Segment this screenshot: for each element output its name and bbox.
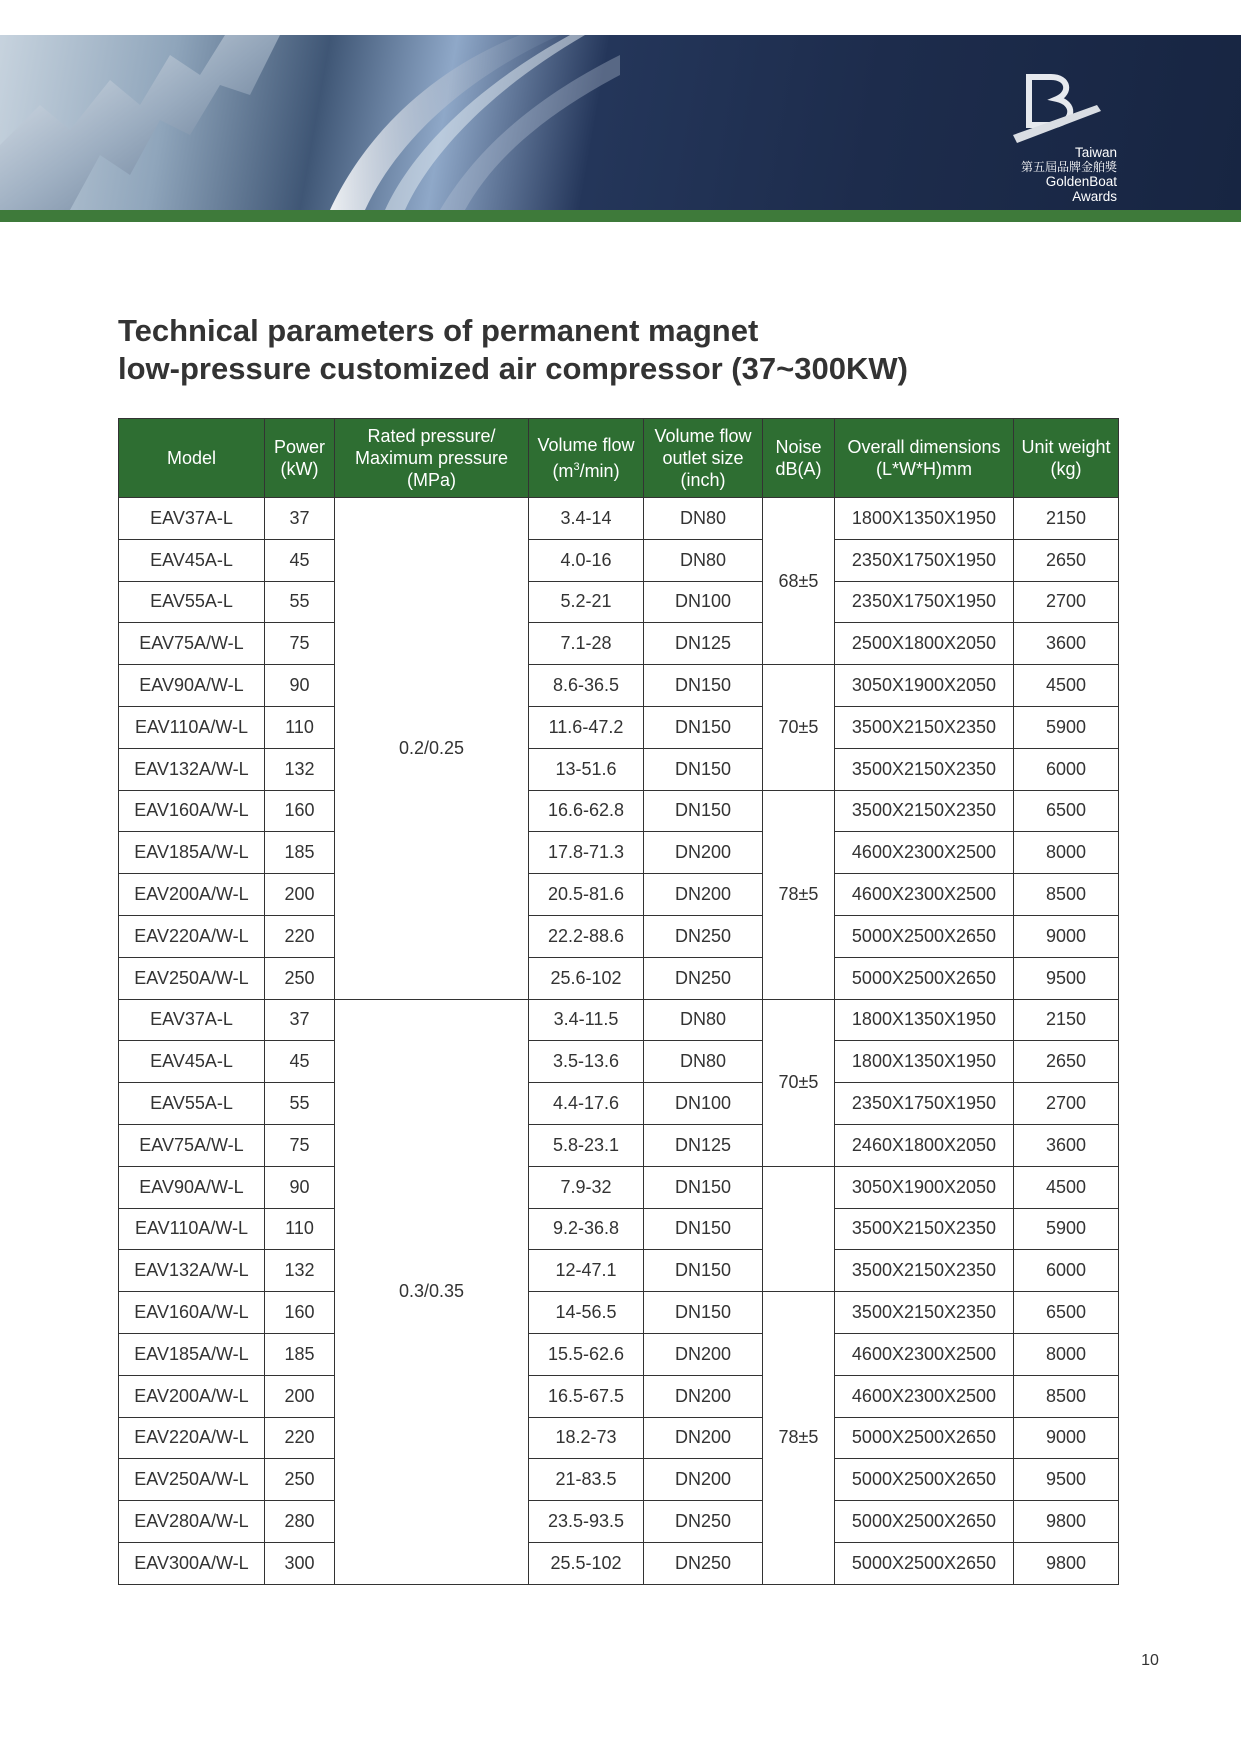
cell-volume-flow: 21-83.5 (529, 1459, 644, 1501)
cell-volume-flow: 25.6-102 (529, 957, 644, 999)
cell-volume-flow: 25.5-102 (529, 1542, 644, 1584)
goldenboat-emblem-icon (1011, 73, 1106, 148)
cell-model: EAV280A/W-L (119, 1501, 265, 1543)
cell-power: 132 (265, 748, 335, 790)
cell-model: EAV185A/W-L (119, 1333, 265, 1375)
cell-power: 280 (265, 1501, 335, 1543)
cell-model: EAV185A/W-L (119, 832, 265, 874)
cell-outlet-size: DN80 (644, 539, 763, 581)
header-power: Power (kW) (265, 419, 335, 498)
cell-power: 37 (265, 999, 335, 1041)
cell-power: 55 (265, 581, 335, 623)
cell-weight: 8500 (1014, 1375, 1119, 1417)
cell-outlet-size: DN150 (644, 790, 763, 832)
logo-text-chinese: 第五屆品牌金舶獎 (1020, 160, 1117, 174)
cell-volume-flow: 7.9-32 (529, 1166, 644, 1208)
cell-dimensions: 4600X2300X2500 (835, 832, 1014, 874)
cell-volume-flow: 22.2-88.6 (529, 915, 644, 957)
cell-noise (763, 1166, 835, 1291)
cell-noise: 78±5 (763, 790, 835, 999)
cell-outlet-size: DN80 (644, 999, 763, 1041)
cell-power: 220 (265, 915, 335, 957)
cell-outlet-size: DN125 (644, 1124, 763, 1166)
logo-text-goldenboat: GoldenBoat (1045, 174, 1117, 189)
cell-weight: 9000 (1014, 915, 1119, 957)
cell-power: 75 (265, 1124, 335, 1166)
cell-model: EAV132A/W-L (119, 748, 265, 790)
cell-weight: 4500 (1014, 1166, 1119, 1208)
table-row (119, 915, 1119, 957)
header-model: Model (119, 419, 265, 498)
cell-volume-flow: 4.0-16 (529, 539, 644, 581)
cell-volume-flow: 20.5-81.6 (529, 874, 644, 916)
cell-dimensions: 5000X2500X2650 (835, 1417, 1014, 1459)
cell-outlet-size: DN200 (644, 832, 763, 874)
cell-power: 75 (265, 623, 335, 665)
cell-weight: 4500 (1014, 665, 1119, 707)
cell-volume-flow: 16.6-62.8 (529, 790, 644, 832)
cell-power: 160 (265, 1292, 335, 1334)
cell-dimensions: 2350X1750X1950 (835, 581, 1014, 623)
cell-power: 90 (265, 665, 335, 707)
cell-model: EAV110A/W-L (119, 1208, 265, 1250)
cell-weight: 2150 (1014, 498, 1119, 540)
table-row (119, 581, 1119, 623)
cell-weight: 3600 (1014, 623, 1119, 665)
cell-weight: 6500 (1014, 790, 1119, 832)
cell-dimensions: 3050X1900X2050 (835, 665, 1014, 707)
header-weight: Unit weight (kg) (1014, 419, 1119, 498)
cell-power: 110 (265, 706, 335, 748)
cell-model: EAV250A/W-L (119, 957, 265, 999)
table-row (119, 1250, 1119, 1292)
page-number: 10 (1141, 1652, 1159, 1669)
header-volume-flow: Volume flow $(m^3/\min)$ (529, 419, 644, 498)
cell-volume-flow: 15.5-62.6 (529, 1333, 644, 1375)
header-dimensions: Overall dimensions (L*W*H)mm (835, 419, 1014, 498)
cell-dimensions: 1800X1350X1950 (835, 1041, 1014, 1083)
cell-volume-flow: 3.4-14 (529, 498, 644, 540)
spec-table (118, 418, 1119, 1585)
cell-model: EAV220A/W-L (119, 915, 265, 957)
table-row (119, 1501, 1119, 1543)
cell-weight: 9500 (1014, 957, 1119, 999)
cell-outlet-size: DN125 (644, 623, 763, 665)
table-row (119, 790, 1119, 832)
cell-volume-flow: 12-47.1 (529, 1250, 644, 1292)
cell-pressure: 0.2/0.25 (335, 498, 529, 1000)
cell-outlet-size: DN150 (644, 1208, 763, 1250)
cell-power: 300 (265, 1542, 335, 1584)
cell-volume-flow: 4.4-17.6 (529, 1083, 644, 1125)
cell-weight: 5900 (1014, 706, 1119, 748)
cell-model: EAV160A/W-L (119, 1292, 265, 1334)
table-row (119, 1375, 1119, 1417)
cell-model: EAV200A/W-L (119, 1375, 265, 1417)
cell-dimensions: 3500X2150X2350 (835, 1292, 1014, 1334)
cell-power: 45 (265, 1041, 335, 1083)
title-line-1: Technical parameters of permanent magnet (118, 313, 759, 348)
cell-dimensions: 3500X2150X2350 (835, 1208, 1014, 1250)
table-row (119, 498, 1119, 540)
cell-noise: 70±5 (763, 999, 835, 1166)
cell-dimensions: 5000X2500X2650 (835, 957, 1014, 999)
table-row (119, 1041, 1119, 1083)
cell-dimensions: 1800X1350X1950 (835, 999, 1014, 1041)
cell-weight: 9500 (1014, 1459, 1119, 1501)
cell-model: EAV132A/W-L (119, 1250, 265, 1292)
cell-outlet-size: DN80 (644, 1041, 763, 1083)
table-row (119, 832, 1119, 874)
cell-outlet-size: DN200 (644, 874, 763, 916)
cell-power: 45 (265, 539, 335, 581)
cell-model: EAV37A-L (119, 999, 265, 1041)
cell-power: 132 (265, 1250, 335, 1292)
table-row (119, 1333, 1119, 1375)
cell-dimensions: 2460X1800X2050 (835, 1124, 1014, 1166)
table-row (119, 623, 1119, 665)
table-header-row (119, 419, 1119, 498)
header-banner (0, 35, 1241, 210)
cell-weight: 6500 (1014, 1292, 1119, 1334)
cell-dimensions: 1800X1350X1950 (835, 498, 1014, 540)
cell-dimensions: 4600X2300X2500 (835, 1333, 1014, 1375)
cell-power: 250 (265, 1459, 335, 1501)
table-row (119, 1292, 1119, 1334)
table-row (119, 1417, 1119, 1459)
table-row (119, 665, 1119, 707)
cell-volume-flow: 3.5-13.6 (529, 1041, 644, 1083)
cell-dimensions: 3500X2150X2350 (835, 790, 1014, 832)
cell-volume-flow: 14-56.5 (529, 1292, 644, 1334)
table-row (119, 748, 1119, 790)
cell-volume-flow: 16.5-67.5 (529, 1375, 644, 1417)
cell-model: EAV160A/W-L (119, 790, 265, 832)
cell-volume-flow: 11.6-47.2 (529, 706, 644, 748)
cell-weight: 2700 (1014, 581, 1119, 623)
cell-outlet-size: DN200 (644, 1333, 763, 1375)
cell-weight: 8000 (1014, 832, 1119, 874)
table-row (119, 1459, 1119, 1501)
cell-power: 200 (265, 874, 335, 916)
cell-dimensions: 4600X2300X2500 (835, 874, 1014, 916)
cell-power: 200 (265, 1375, 335, 1417)
cell-model: EAV110A/W-L (119, 706, 265, 748)
table-row (119, 1083, 1119, 1125)
page-title (118, 312, 1018, 388)
cell-power: 37 (265, 498, 335, 540)
cell-volume-flow: 8.6-36.5 (529, 665, 644, 707)
table-row (119, 1124, 1119, 1166)
cell-model: EAV45A-L (119, 539, 265, 581)
cell-dimensions: 3500X2150X2350 (835, 706, 1014, 748)
cell-weight: 8500 (1014, 874, 1119, 916)
cell-model: EAV55A-L (119, 1083, 265, 1125)
cell-weight: 2700 (1014, 1083, 1119, 1125)
header-noise: Noise dB(A) (763, 419, 835, 498)
cell-outlet-size: DN80 (644, 498, 763, 540)
cell-power: 55 (265, 1083, 335, 1125)
cell-power: 160 (265, 790, 335, 832)
cell-outlet-size: DN150 (644, 1292, 763, 1334)
cell-volume-flow: 5.2-21 (529, 581, 644, 623)
cell-model: EAV250A/W-L (119, 1459, 265, 1501)
cell-outlet-size: DN150 (644, 1250, 763, 1292)
banner-green-stripe (0, 210, 1241, 222)
cell-outlet-size: DN150 (644, 706, 763, 748)
cell-power: 90 (265, 1166, 335, 1208)
cell-noise: 78±5 (763, 1292, 835, 1585)
cell-dimensions: 5000X2500X2650 (835, 1542, 1014, 1584)
cell-volume-flow: 17.8-71.3 (529, 832, 644, 874)
title-line-2: low-pressure customized air compressor (37~300KW) (118, 351, 908, 386)
cell-model: EAV75A/W-L (119, 623, 265, 665)
cell-weight: 9000 (1014, 1417, 1119, 1459)
cell-pressure: 0.3/0.35 (335, 999, 529, 1584)
cell-volume-flow: 3.4-11.5 (529, 999, 644, 1041)
cell-outlet-size: DN200 (644, 1459, 763, 1501)
cell-model: EAV45A-L (119, 1041, 265, 1083)
cell-weight: 6000 (1014, 1250, 1119, 1292)
cell-weight: 9800 (1014, 1542, 1119, 1584)
cell-weight: 8000 (1014, 1333, 1119, 1375)
cell-power: 250 (265, 957, 335, 999)
cell-power: 185 (265, 1333, 335, 1375)
cell-model: EAV300A/W-L (119, 1542, 265, 1584)
cell-outlet-size: DN250 (644, 1542, 763, 1584)
table-row (119, 539, 1119, 581)
cell-weight: 2650 (1014, 539, 1119, 581)
cell-model: EAV200A/W-L (119, 874, 265, 916)
cell-weight: 6000 (1014, 748, 1119, 790)
cell-volume-flow: 5.8-23.1 (529, 1124, 644, 1166)
cell-dimensions: 5000X2500X2650 (835, 1459, 1014, 1501)
table-row (119, 957, 1119, 999)
spec-table-body (119, 498, 1119, 1585)
cell-outlet-size: DN200 (644, 1375, 763, 1417)
cell-model: EAV75A/W-L (119, 1124, 265, 1166)
cell-dimensions: 2500X1800X2050 (835, 623, 1014, 665)
cell-volume-flow: 23.5-93.5 (529, 1501, 644, 1543)
cell-dimensions: 3050X1900X2050 (835, 1166, 1014, 1208)
cell-model: EAV90A/W-L (119, 1166, 265, 1208)
table-row (119, 999, 1119, 1041)
table-row (119, 874, 1119, 916)
cell-weight: 2650 (1014, 1041, 1119, 1083)
cell-weight: 9800 (1014, 1501, 1119, 1543)
table-row (119, 1166, 1119, 1208)
cell-noise: 68±5 (763, 498, 835, 665)
cell-weight: 2150 (1014, 999, 1119, 1041)
cell-model: EAV220A/W-L (119, 1417, 265, 1459)
cell-weight: 5900 (1014, 1208, 1119, 1250)
cell-dimensions: 4600X2300X2500 (835, 1375, 1014, 1417)
cell-dimensions: 2350X1750X1950 (835, 539, 1014, 581)
cell-power: 110 (265, 1208, 335, 1250)
logo-text-awards: Awards (1072, 189, 1117, 204)
header-pressure: Rated pressure/ Maximum pressure (MPa) (335, 419, 529, 498)
goldenboat-awards-logo (1001, 73, 1241, 203)
cell-dimensions: 3500X2150X2350 (835, 1250, 1014, 1292)
cell-model: EAV90A/W-L (119, 665, 265, 707)
gear-illustration (0, 35, 620, 210)
logo-text-taiwan: Taiwan (1074, 145, 1117, 160)
cell-volume-flow: 18.2-73 (529, 1417, 644, 1459)
cell-volume-flow: 9.2-36.8 (529, 1208, 644, 1250)
table-row (119, 1208, 1119, 1250)
cell-power: 185 (265, 832, 335, 874)
cell-weight: 3600 (1014, 1124, 1119, 1166)
cell-outlet-size: DN250 (644, 915, 763, 957)
cell-outlet-size: DN150 (644, 665, 763, 707)
cell-volume-flow: 13-51.6 (529, 748, 644, 790)
cell-dimensions: 3500X2150X2350 (835, 748, 1014, 790)
cell-outlet-size: DN150 (644, 1166, 763, 1208)
cell-model: EAV55A-L (119, 581, 265, 623)
cell-dimensions: 2350X1750X1950 (835, 1083, 1014, 1125)
cell-outlet-size: DN100 (644, 581, 763, 623)
cell-outlet-size: DN100 (644, 1083, 763, 1125)
cell-model: EAV37A-L (119, 498, 265, 540)
cell-power: 220 (265, 1417, 335, 1459)
cell-dimensions: 5000X2500X2650 (835, 915, 1014, 957)
cell-outlet-size: DN250 (644, 1501, 763, 1543)
cell-outlet-size: DN200 (644, 1417, 763, 1459)
header-outlet-size: Volume flow outlet size (inch) (644, 419, 763, 498)
cell-outlet-size: DN250 (644, 957, 763, 999)
cell-noise: 70±5 (763, 665, 835, 790)
table-row (119, 1542, 1119, 1584)
cell-dimensions: 5000X2500X2650 (835, 1501, 1014, 1543)
cell-volume-flow: 7.1-28 (529, 623, 644, 665)
cell-outlet-size: DN150 (644, 748, 763, 790)
table-row (119, 706, 1119, 748)
